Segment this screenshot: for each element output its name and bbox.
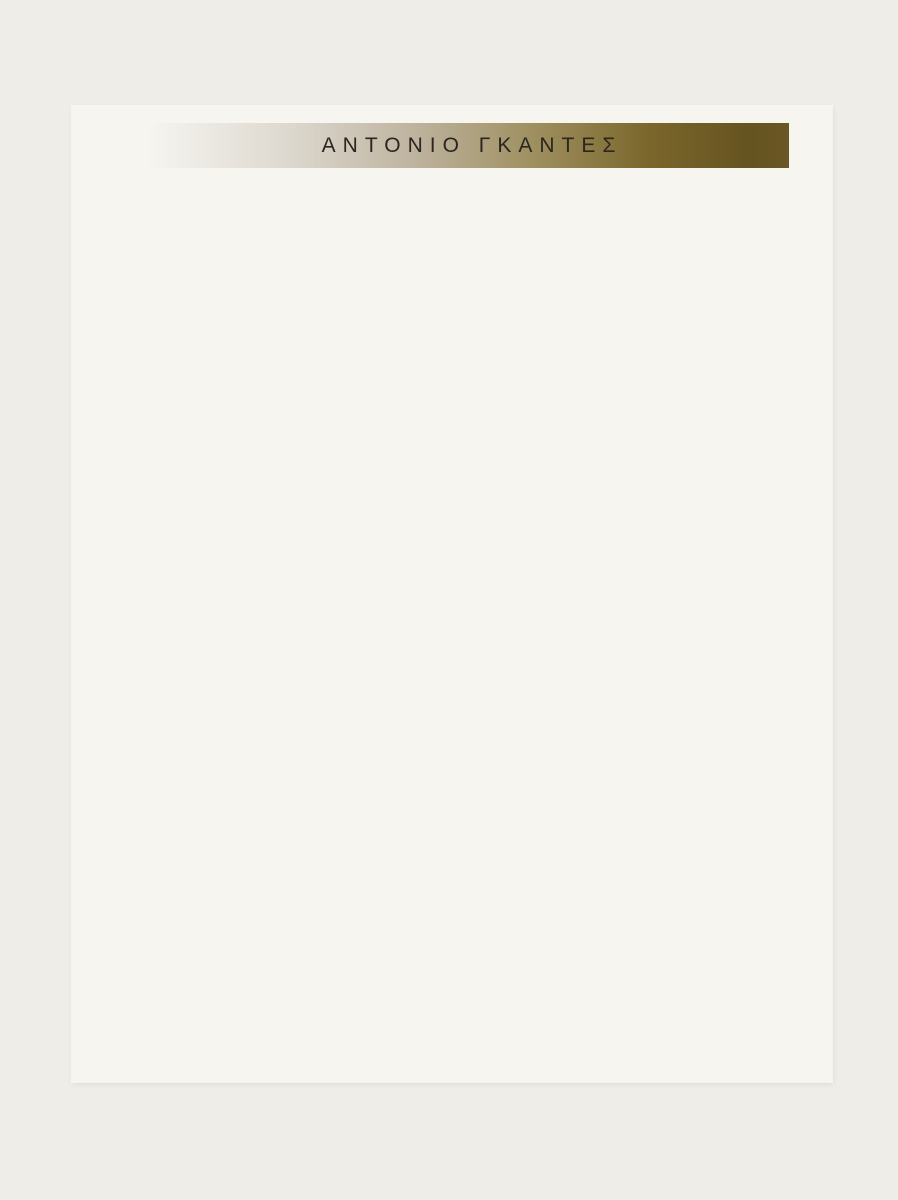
article-panel [72,106,832,1082]
title-band [148,123,789,168]
page-title: ΑΝΤΟΝΙΟ ΓΚΑΝΤΕΣ [321,133,623,157]
